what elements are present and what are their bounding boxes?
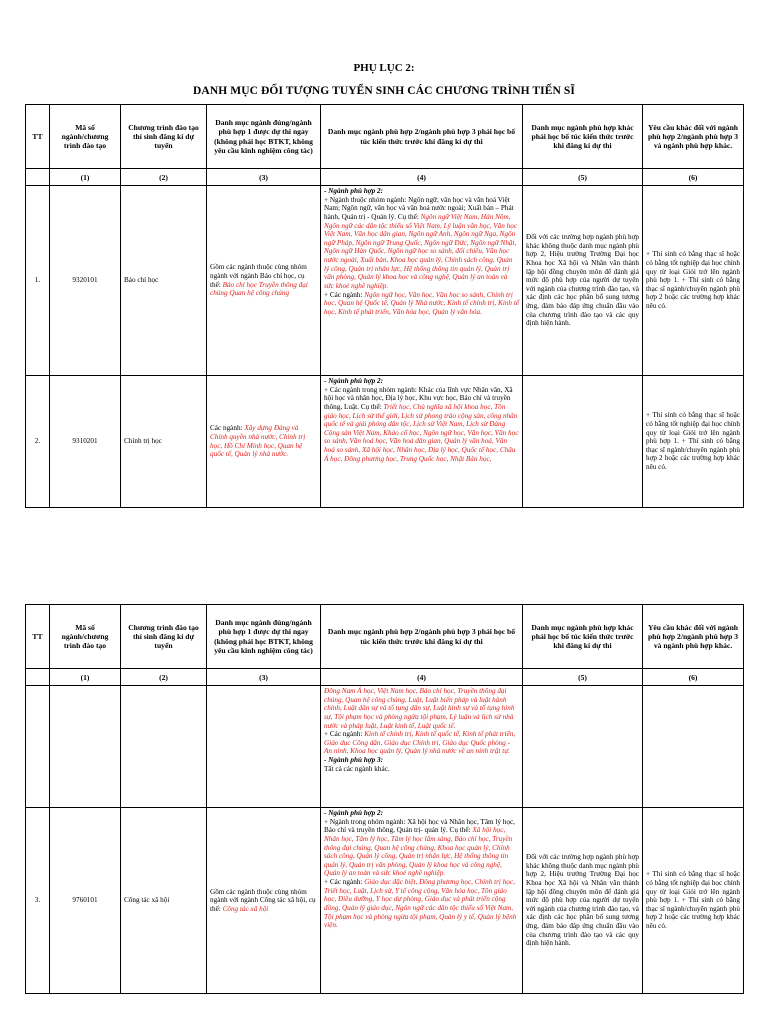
- table-header-row: [26, 605, 744, 669]
- other-majors: Đối với các trường hợp ngành phù hợp khác không thuộc danh mục ngành phù hợp 2, Hiệu trưởng Trường Đại học Khoa học Xã hội và Nhân văn thành lập hội đồng chuyên môn để đánh giá mức độ phù hợp của người dự tuyển với ngành của chương trình đào tạo, và xác định các học phần bổ sung tương ứng, đảm bảo đáp ứng chuẩn đầu vào của chương trình đào tạo và các quy định hiện hành.: [523, 808, 643, 994]
- admission-table-page-1: [25, 104, 744, 508]
- column-number: (5): [523, 669, 643, 686]
- table-row: [26, 186, 744, 376]
- other-requirements: + Thí sinh có bằng thạc sĩ hoặc có bằng tốt nghiệp đại học chính quy từ loại Giỏi trở lên ngành phù hợp 1. + Thí sinh có bằng thạc sĩ ngành/chuyên ngành phù hợp 2 hoặc các trường hợp khác nêu có.: [643, 808, 744, 994]
- matching-majors-2: - Ngành phù hợp 2: + Ngành trong nhóm ngành: Xã hội học và Nhân học, Tâm lý học, Báo chí và truyền thông, Quản trị- quản lý. Cụ thể: Xã hội học, Nhân học, Tâm lý học, Tâm lý học lâm sàng, Báo chí học, Truyền thông đại chúng, Quan hệ công chúng, Khoa học quản lý, Chính sách công, Quản lý công, Quản trị nhân lực, Hệ thống thông tin quản lý, Quản trị văn phòng, Quản lý khoa học và công nghệ, Quản lý an toàn và sức khoẻ nghề nghiệp. + Các ngành: Giáo dục đặc biệt, Đông phương học, Chính trị học, Triết học, Luật, Lịch sử, Y tế công cộng, Văn hóa học, Tôn giáo học, Điều dưỡng, Y học dự phòng, Giáo dục và phát triển cộng đồng, Quản lý giáo dục, Ngôn ngữ các dân tộc thiểu số Việt Nam, Tội phạm học và phòng ngừa tội phạm, Quản lý y tế, Quản lý bệnh viện.: [321, 808, 523, 994]
- column-number: (3): [207, 669, 321, 686]
- header-col4: Danh mục ngành phù hợp 2/ngành phù hợp 3 phải học bổ túc kiến thức trước khi đăng kí dự thi: [321, 605, 523, 669]
- matching-majors-2: Đông Nam Á học, Việt Nam học, Báo chí học, Truyền thông đại chúng, Quan hệ công chúng, Luật, Luật hiến pháp và luật hành chính, Luật dân sự và tố tụng dân sự, Luật hình sự và tố tụng hình sự, Tội phạm học và phòng ngừa tội phạm, Lý luận và lịch sử nhà nước và pháp luật, Luật kinh tế, Luật quốc tế. + Các ngành: Kinh tế chính trị, Kinh tế quốc tế, Kinh tế phát triển, Giáo dục Công dân, Giáo dục Chính trị, Giáo dục Quốc phòng - An ninh, Khoa học quản lý, Quản lý nhà nước về an ninh trật tự. - Ngành phù hợp 3: Tất cả các ngành khác.: [321, 686, 523, 808]
- other-requirements: + Thí sinh có bằng thạc sĩ hoặc có bằng tốt nghiệp đại học chính quy từ loại Giỏi trở lên ngành phù hợp 1. + Thí sinh có bằng thạc sĩ ngành/chuyên ngành phù hợp 2 hoặc các trường hợp khác nêu có.: [643, 376, 744, 508]
- matching-majors-2: - Ngành phù hợp 2: + Ngành thuộc nhóm ngành: Ngôn ngữ, văn học và văn hoá Việt Nam; Ngôn ngữ, văn học và văn hoá nước ngoài; Xuất bản – Phát hành, Quản trị - Quản lý. Cụ thể: Ngôn ngữ Việt Nam, Hán Nôm, Ngôn ngữ các dân tộc thiểu số Việt Nam, Lý luận văn học, Văn học Việt Nam, Văn học dân gian, Ngôn ngữ Anh, Ngôn ngữ Nga, Ngôn ngữ Pháp, Ngôn ngữ Trung Quốc, Ngôn ngữ Đức, Ngôn ngữ Nhật, Ngôn ngữ Hàn Quốc, Ngôn ngữ học so sánh, đối chiếu, Văn học nước ngoài, Xuất bản, Khoa học quản lý, Chính sách công, Quản lý công, Quản trị nhân lực, Hệ thống thông tin quản lý, Quản trị văn phòng, Quản lý khoa học và công nghệ, Quản lý an toàn và sức khoẻ nghề nghiệp. + Các ngành: Ngôn ngữ học, Văn học, Văn học so sánh, Chính trị học, Quan hệ Quốc tế, Quản lý Nhà nước, Kinh tế chính trị, Kinh tế học, Kinh tế phát triển, Văn hóa học, Quản lý văn hóa.: [321, 186, 523, 376]
- program-code: 9320101: [50, 186, 121, 376]
- program-code: 9760101: [50, 808, 121, 994]
- header-col3: Danh mục ngành đúng/ngành phù hợp 1 được dự thi ngay (không phải học BTKT, không yêu cầu kinh nghiệm công tác): [207, 605, 321, 669]
- header-col4: Danh mục ngành phù hợp 2/ngành phù hợp 3 phải học bổ túc kiến thức trước khi đăng kí dự thi: [321, 105, 523, 169]
- row-number: 2.: [26, 376, 50, 508]
- row-number: 1.: [26, 186, 50, 376]
- header-col5: Danh mục ngành phù hợp khác phải học bổ túc kiến thức trước khi đăng kí dự thi: [523, 605, 643, 669]
- row-number: 3.: [26, 808, 50, 994]
- header-code: Mã số ngành/chương trình đào tạo: [50, 605, 121, 669]
- appendix-label: PHỤ LỤC 2:: [353, 62, 415, 74]
- header-col6: Yêu cầu khác đối với ngành phù hợp 2/ngành phù hợp 3 và ngành phù hợp khác.: [643, 105, 744, 169]
- column-number: (1): [50, 669, 121, 686]
- header-program: Chương trình đào tạo thí sinh đăng kí dự tuyển: [121, 105, 207, 169]
- program-code: 9310201: [50, 376, 121, 508]
- header-code: Mã số ngành/chương trình đào tạo: [50, 105, 121, 169]
- column-number: (6): [643, 169, 744, 186]
- other-majors: [523, 376, 643, 508]
- column-number: (5): [523, 169, 643, 186]
- column-number-row: [26, 669, 744, 686]
- table-row: [26, 376, 744, 508]
- document-title: DANH MỤC ĐỐI TƯỢNG TUYỂN SINH CÁC CHƯƠNG TRÌNH TIẾN SĨ: [193, 85, 575, 97]
- column-number: (6): [643, 669, 744, 686]
- column-number: (4): [321, 169, 523, 186]
- header-tt: TT: [26, 105, 50, 169]
- matching-majors-1: Các ngành: Xây dựng Đảng và Chính quyền nhà nước, Chính trị học, Hồ Chí Minh học, Quan hệ quốc tế, Quản lý nhà nước.: [207, 376, 321, 508]
- admission-table-page-2: [25, 604, 744, 994]
- header-program: Chương trình đào tạo thí sinh đăng kí dự tuyển: [121, 605, 207, 669]
- column-number: (4): [321, 669, 523, 686]
- matching-majors-1: Gồm các ngành thuộc cùng nhóm ngành với ngành Công tác xã hội, cụ thể: Công tác xã hội: [207, 808, 321, 994]
- column-number: (2): [121, 669, 207, 686]
- program-name: Chính trị học: [121, 376, 207, 508]
- program-name: Báo chí học: [121, 186, 207, 376]
- column-number: (2): [121, 169, 207, 186]
- column-number: (3): [207, 169, 321, 186]
- matching-majors-2: - Ngành phù hợp 2: + Các ngành trong nhóm ngành: Khác của lĩnh vực Nhân văn, Xã hội học và nhân học, Địa lý học, Khu vực học, Báo chí và truyền thông, Luật. Cụ thể: Triết học, Chủ nghĩa xã hội khoa học, Tôn giáo học, Lịch sử thế giới, Lịch sử phong trào cộng sản, công nhân quốc tế và giải phóng dân tộc, Lịch sử Việt Nam, Lịch sử Đảng Cộng sản Việt Nam, Khảo cổ học, Ngôn ngữ học, Văn học, Văn học so sánh, Văn hoá học, Văn hoá dân gian, Quản lý văn hoá, Văn hoá so sánh, Xã hội học, Nhân học, Địa lý học, Quốc tế học, Châu Á học, Đông phương học, Trung Quốc học, Nhật Bản học,: [321, 376, 523, 508]
- column-number-row: [26, 169, 744, 186]
- column-number: (1): [50, 169, 121, 186]
- header-tt: TT: [26, 605, 50, 669]
- header-col5: Danh mục ngành phù hợp khác phải học bổ túc kiến thức trước khi đăng kí dự thi: [523, 105, 643, 169]
- header-col6: Yêu cầu khác đối với ngành phù hợp 2/ngành phù hợp 3 và ngành phù hợp khác.: [643, 605, 744, 669]
- other-requirements: + Thí sinh có bằng thạc sĩ hoặc có bằng tốt nghiệp đại học chính quy từ loại Giỏi trở lên ngành phù hợp 1. + Thí sinh có bằng thạc sĩ ngành/chuyên ngành phù hợp 2 hoặc các trường hợp khác nêu có.: [643, 186, 744, 376]
- program-name: Công tác xã hội: [121, 808, 207, 994]
- table-row: [26, 808, 744, 994]
- table-row: [26, 686, 744, 808]
- header-col3: Danh mục ngành đúng/ngành phù hợp 1 được dự thi ngay (không phải học BTKT, không yêu cầu kinh nghiệm công tác): [207, 105, 321, 169]
- other-majors: Đối với các trường hợp ngành phù hợp khác không thuộc danh mục ngành phù hợp 2, Hiệu trưởng Trường Đại học Khoa học Xã hội và Nhân văn thành lập hội đồng chuyên môn để đánh giá mức độ phù hợp của người dự tuyển với ngành của chương trình đào tạo, và xác định các học phần bổ sung tương ứng, đảm bảo đáp ứng chuẩn đầu vào của chương trình đào tạo và các quy định hiện hành.: [523, 186, 643, 376]
- table-header-row: [26, 105, 744, 169]
- matching-majors-1: Gồm các ngành thuộc cùng nhóm ngành với ngành Báo chí học, cụ thể: Báo chí học Truyền thông đại chúng Quan hệ công chúng: [207, 186, 321, 376]
